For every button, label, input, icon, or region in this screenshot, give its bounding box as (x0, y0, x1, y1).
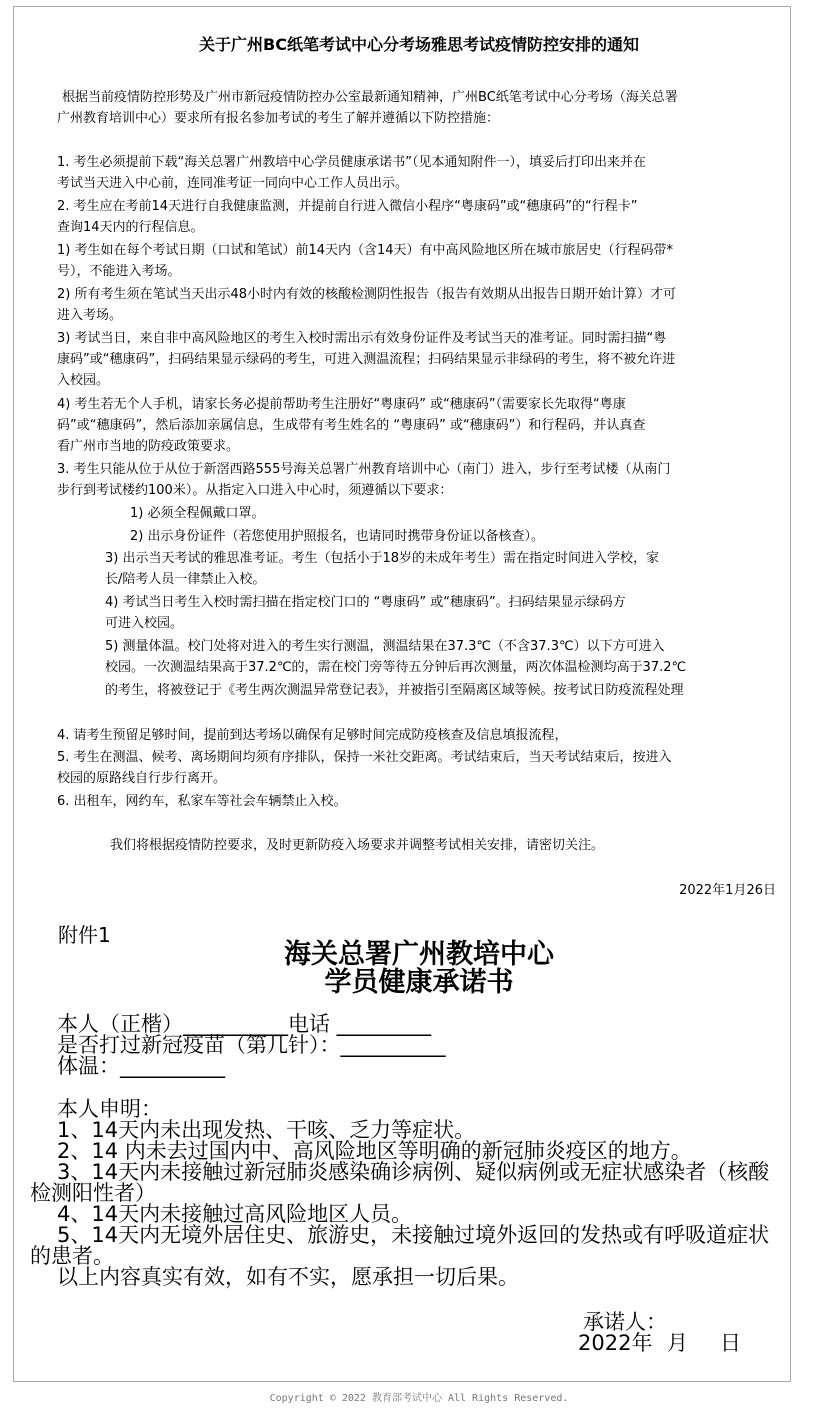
body-line: 2. 考生应在考前14天进行自我健康监测，并提前自行进入微信小程序“粤康码”或“穗康码”的“行程卡” (57, 199, 638, 214)
body-line: 看广州市当地的防疫政策要求。 (57, 439, 240, 454)
body-line: 5. 考生在测温、候考、离场期间均须有序排队，保持一米社交距离。考试结束后，当天考试结束后，按进入 (57, 750, 672, 765)
declaration-item: 5、14天内无境外居住史、旅游史，未接触过境外返回的发热或有呼吸道症状 (57, 1223, 770, 1247)
sub-line: 可进入校园。 (105, 616, 184, 631)
sub-line: 长/陪考人员一律禁止入校。 (105, 572, 266, 587)
declaration-item: 3、14天内未接触过新冠肺炎感染确诊病例、疑似病例或无症状感染者（核酸 (57, 1160, 770, 1184)
sub-line: 3) 出示当天考试的雅思准考证。考生（包括小于18岁的未成年考生）需在指定时间进入学校，家 (105, 551, 660, 566)
form-title: 海关总署广州教培中心 (284, 939, 554, 970)
body-line: 入校园。 (57, 373, 110, 388)
form-field-vaccine: 是否打过新冠疫苗（第几针）：__________ (57, 1033, 446, 1057)
sub-line: 4) 考试当日考生入校时需扫描在指定校门口的 “粤康码” 或“穗康码”。扫码结果显示绿码方 (105, 595, 626, 610)
body-line: 6. 出租车，网约车，私家车等社会车辆禁止入校。 (57, 794, 347, 809)
body-line: 4. 请考生预留足够时间，提前到达考场以确保有足够时间完成防疫核查及信息填报流程， (57, 728, 568, 743)
intro-line: 广州教育培训中心）要求所有报名参加考试的考生了解并遵循以下防控措施： (57, 111, 500, 126)
attachment-label: 附件1 (58, 923, 111, 947)
body-line: 3) 考试当日，来自非中高风险地区的考生入校时需出示有效身份证件及考试当天的准考证。同时需扫描“粤 (57, 331, 667, 346)
declaration-item: 4、14天内未接触过高风险地区人员。 (57, 1202, 413, 1226)
declaration-heading: 本人申明： (57, 1097, 162, 1121)
form-subtitle: 学员健康承诺书 (324, 967, 514, 998)
form-field-temperature: 体温：__________ (57, 1054, 225, 1078)
body-line: 4) 考生若无个人手机，请家长务必提前帮助考生注册好“粤康码” 或“穗康码”（需要家长先取得“粤康 (57, 397, 626, 412)
body-line: 进入考场。 (57, 308, 123, 323)
sign-month: 月 (667, 1331, 688, 1355)
body-line: 步行到考试楼约100米）。从指定入口进入中心时，须遵循以下要求： (57, 483, 453, 498)
closing-note: 我们将根据疫情防控要求，及时更新防疫入场要求并调整考试相关安排，请密切关注。 (110, 838, 605, 853)
body-line: 校园的原路线自行步行离开。 (57, 771, 227, 786)
body-line: 康码”或“穗康码”，扫码结果显示绿码的考生，可进入测温流程；扫码结果显示非绿码的考生，将不被允许进 (57, 352, 676, 367)
declaration-item: 1、14天内未出现发热、干咳、乏力等症状。 (57, 1118, 476, 1142)
body-line: 2) 所有考生须在笔试当天出示48小时内有效的核酸检测阴性报告（报告有效期从出报告日期开始计算）才可 (57, 287, 677, 302)
body-line: 查询14天内的行程信息。 (57, 220, 204, 235)
body-line: 号），不能进入考场。 (57, 264, 181, 279)
declaration-item: 的患者。 (30, 1244, 114, 1268)
body-line: 1) 考生如在每个考试日期（口试和笔试）前14天内（含14天）有中高风险地区所在城市旅居史（行程码带* (57, 243, 674, 258)
intro-line: 根据当前疫情防控形势及广州市新冠疫情防控办公室最新通知精神，广州BC纸笔考试中心分考场（海关总署 (62, 90, 678, 105)
sign-day: 日 (720, 1331, 741, 1355)
body-line: 3. 考生只能从位于从位于新滘西路555号海关总署广州教育培训中心（南门）进入，步行至考试楼（从南门 (57, 462, 671, 477)
body-line: 考试当天进入中心前，连同准考证一同向中心工作人员出示。 (57, 176, 409, 191)
form-field-name-phone: 本人（正楷）__________电话 _________ (57, 1012, 432, 1036)
declaration-item: 检测阳性者） (30, 1181, 156, 1205)
body-line: 1. 考生必须提前下载“海关总署广州教培中心学员健康承诺书”（见本通知附件一），填妥后打印出来并在 (57, 155, 647, 170)
sub-line: 的考生，将被登记于《考生两次测温异常登记表》，并被指引至隔离区域等候。按考试日防疫流程处理 (105, 683, 684, 698)
notice-date: 2022年1月26日 (679, 883, 776, 898)
page-title: 关于广州BC纸笔考试中心分考场雅思考试疫情防控安排的通知 (199, 35, 639, 54)
signer-label: 承诺人： (583, 1310, 667, 1334)
declaration-item: 2、14 内未去过国内中、高风险地区等明确的新冠肺炎疫区的地方。 (57, 1139, 692, 1163)
sub-line: 5) 测量体温。校门处将对进入的考生实行测温，测温结果在37.3℃（不含37.3℃）以下方可进入 (105, 639, 665, 654)
body-line: 码”或“穗康码”，然后添加亲属信息，生成带有考生姓名的 “粤康码” 或“穗康码”）和行程码，并认真查 (57, 418, 646, 433)
sub-line: 校园。一次测温结果高于37.2℃的，需在校门旁等待五分钟后再次测量，两次体温检测均高于37.2℃ (105, 660, 687, 675)
sub-line: 1) 必须全程佩戴口罩。 (130, 506, 265, 521)
sub-line: 2) 出示身份证件（若您使用护照报名，也请同时携带身份证以备核查）。 (130, 529, 544, 544)
declaration-item: 以上内容真实有效，如有不实，愿承担一切后果。 (57, 1265, 519, 1289)
copyright-footer: Copyright © 2022 教育部考试中心 All Rights Reserved. (269, 1393, 569, 1404)
sign-year: 2022年 (578, 1331, 653, 1355)
